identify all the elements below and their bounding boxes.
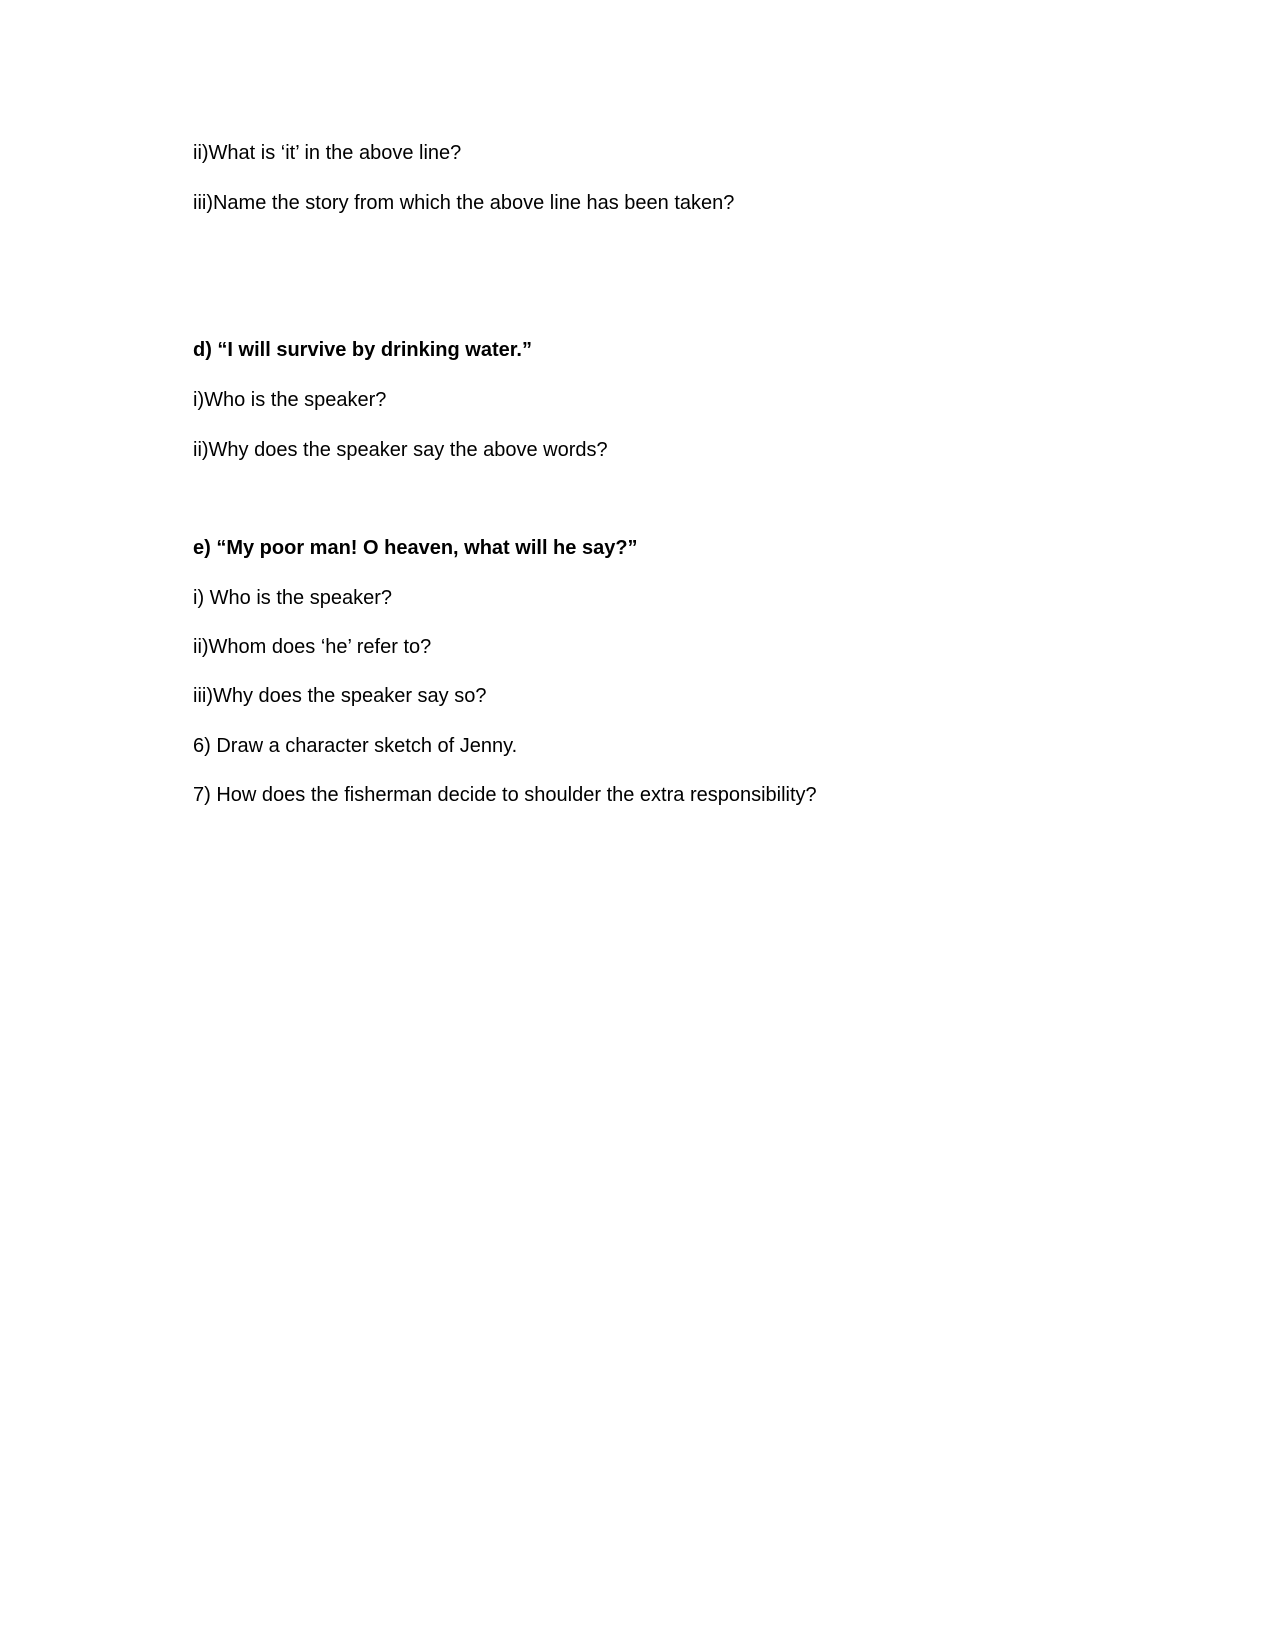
question-e-ii: ii)Whom does ‘he’ refer to?	[193, 636, 432, 658]
question-e-i: i) Who is the speaker?	[193, 587, 392, 609]
question-6: 6) Draw a character sketch of Jenny.	[193, 735, 518, 757]
question-c-iii: iii)Name the story from which the above line has been taken?	[193, 192, 735, 214]
question-7: 7) How does the fisherman decide to shoulder the extra responsibility?	[193, 784, 817, 806]
quote-d: d) “I will survive by drinking water.”	[193, 339, 532, 361]
quote-e: e) “My poor man! O heaven, what will he say?”	[193, 537, 638, 559]
question-d-i: i)Who is the speaker?	[193, 389, 387, 411]
question-d-ii: ii)Why does the speaker say the above words?	[193, 439, 608, 461]
question-e-iii: iii)Why does the speaker say so?	[193, 685, 487, 707]
question-c-ii: ii)What is ‘it’ in the above line?	[193, 142, 462, 164]
